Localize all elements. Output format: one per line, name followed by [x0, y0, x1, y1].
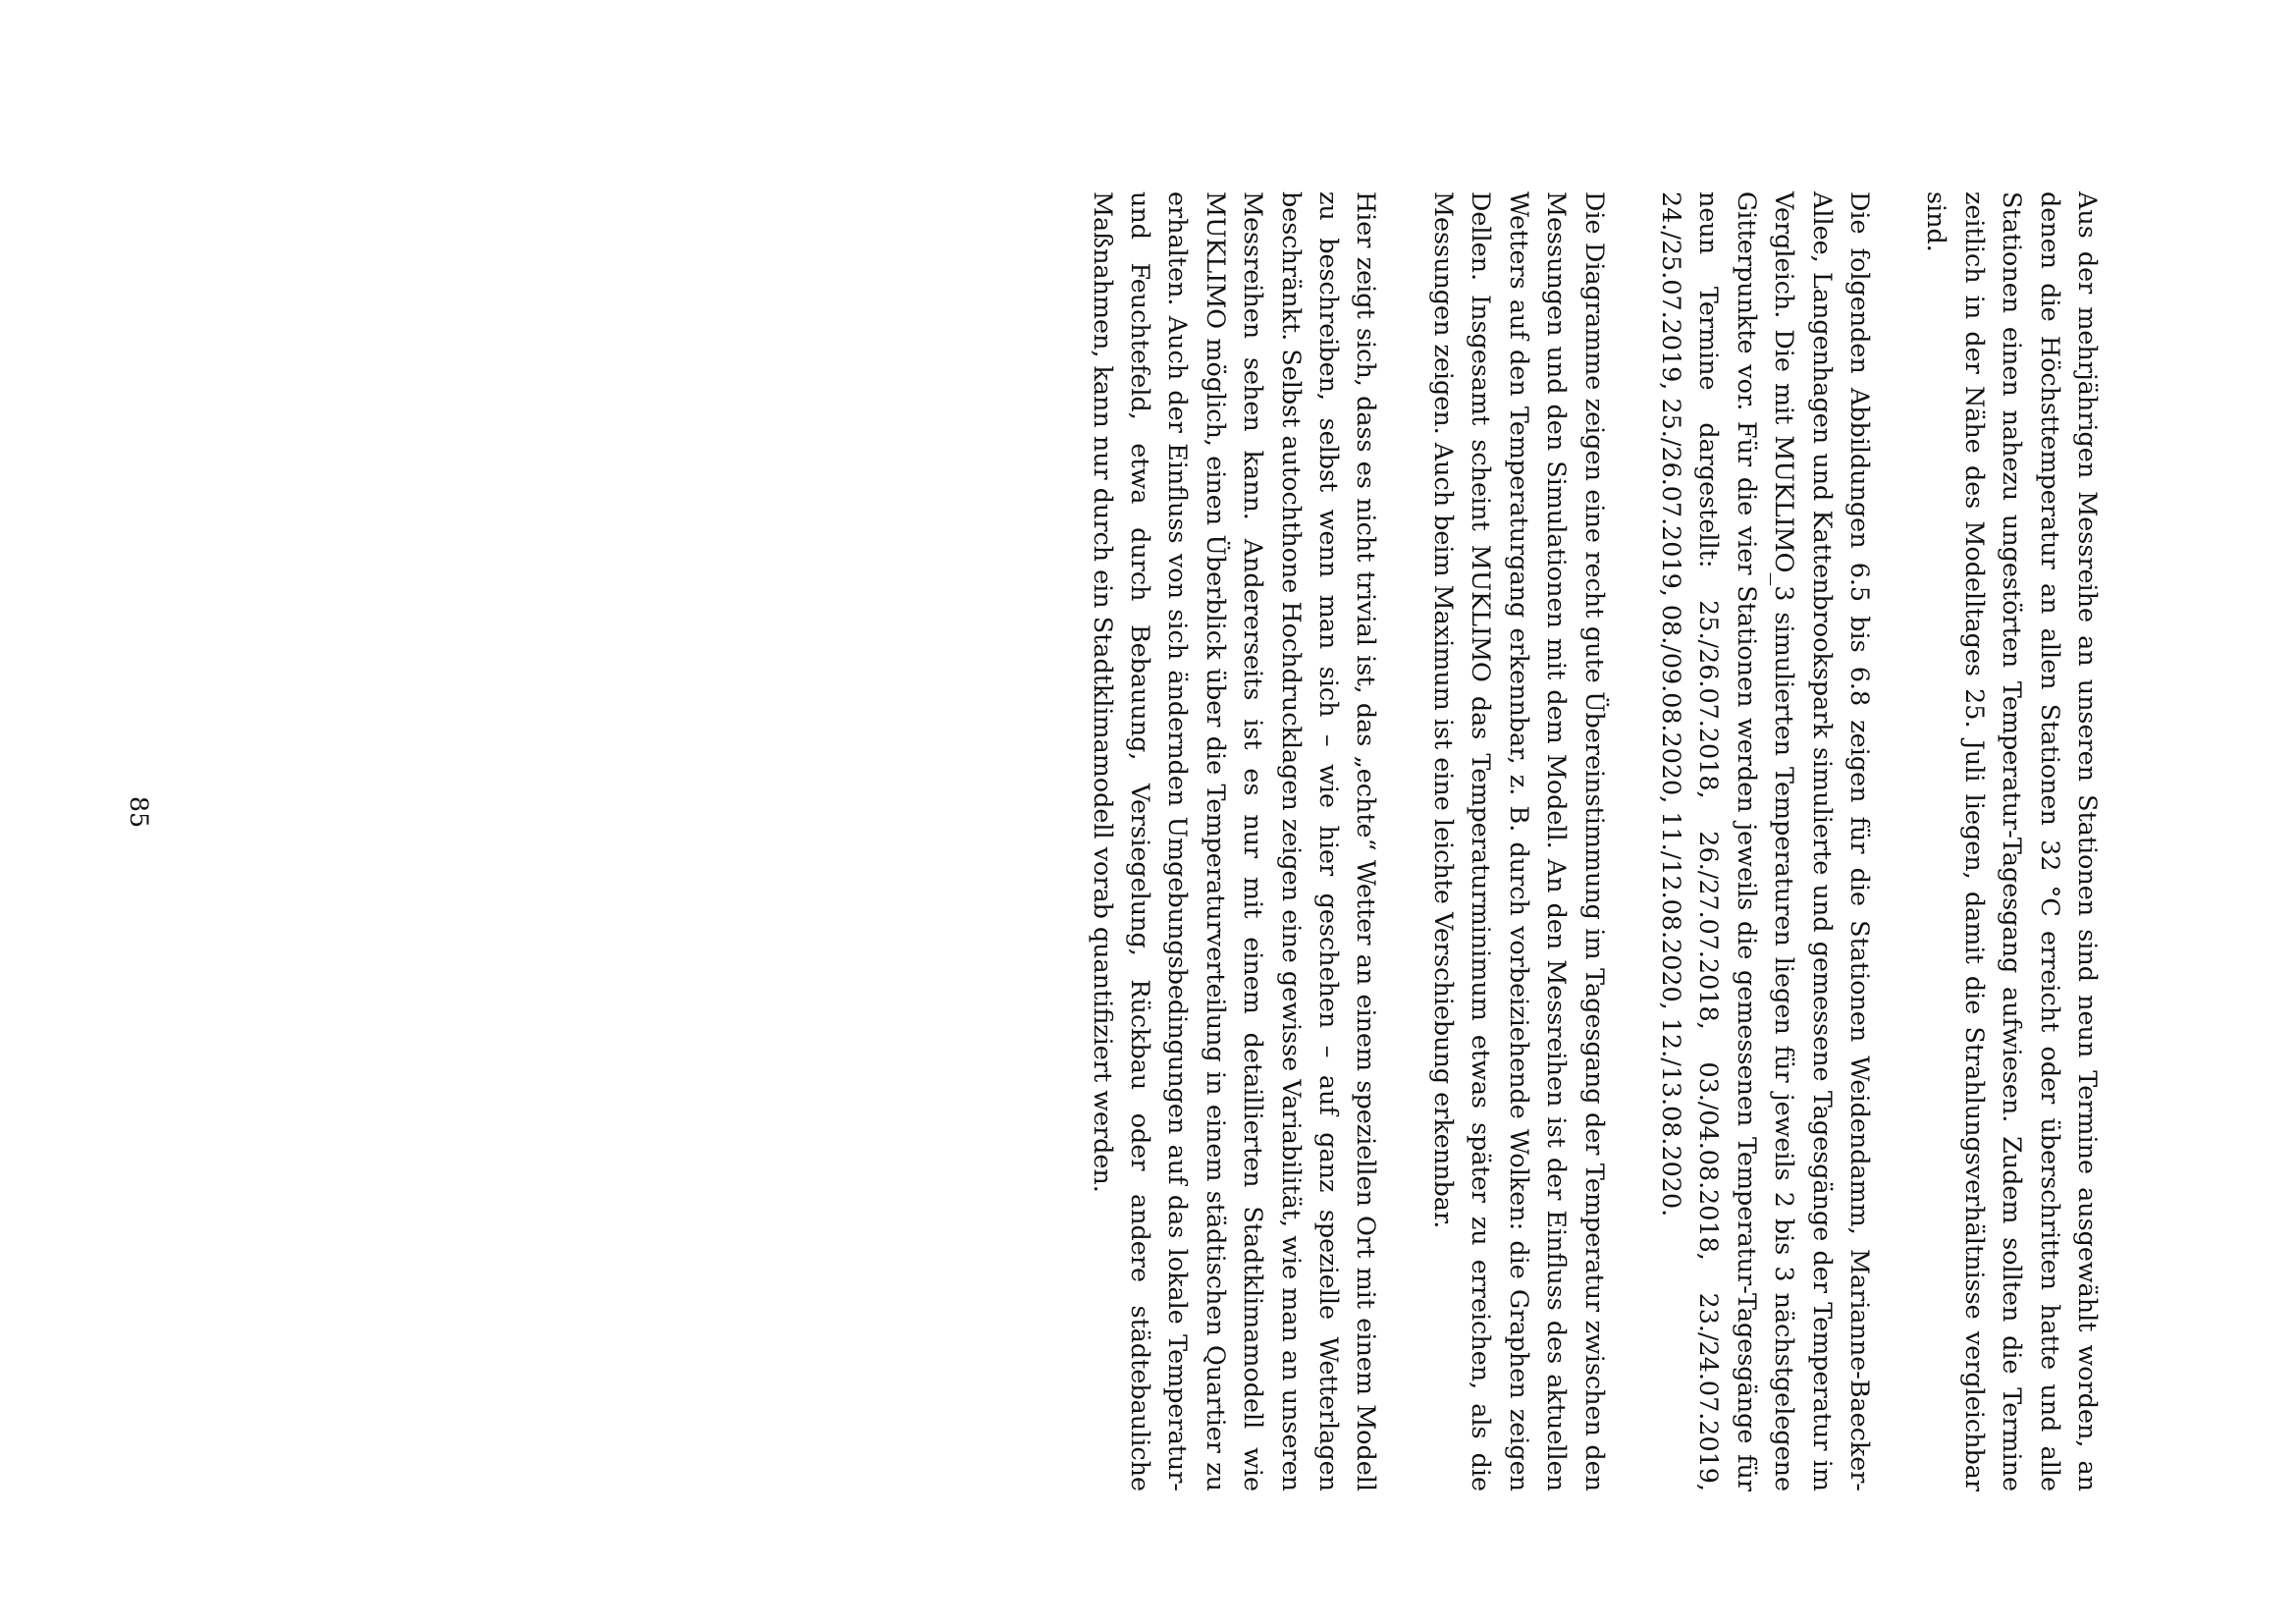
body-text	[1044, 191, 2107, 1491]
page-number: 85	[125, 795, 154, 829]
paragraph-4: Hier zeigt sich, dass es nicht trivial ist, das „echte“ Wetter an einem speziellen Ort mit einem Modell zu beschreiben, selbst wenn man sich – wie hier geschehen – auf ganz spezielle Wetterlagen beschränkt. Selbst autochthone Hochdrucklagen zeigen eine gewisse Variabilität, wie man an unseren Messreihen sehen kann. Andererseits ist es nur mit einem detaillierten Stadtklimamodell wie MUKLIMO möglich, einen Überblick über die Temperaturverteilung in einem städtischen Quartier zu erhalten. Auch der Einfluss von sich ändernden Umgebungsbedingungen auf das lokale Temperatur- und Feuchtefeld, etwa durch Bebauung, Versiegelung, Rückbau oder andere städtebauliche Maßnahmen, kann nur durch ein Stadtklimamodell vorab quantifiziert werden.	[1088, 191, 1382, 1491]
paragraph-1: Aus der mehrjährigen Messreihe an unseren Stationen sind neun Termine ausgewählt worden, an denen die Höchsttemperatur an allen Stationen 32 °C erreicht oder überschritten hatte und alle Stationen einen nahezu ungestörten Temperatur-Tagesgang aufwiesen. Zudem sollten die Termine zeitlich in der Nähe des Modelltages 25. Juli liegen, damit die Strahlungsverhältnisse vergleichbar sind.	[1922, 191, 2103, 1491]
paragraph-2: Die folgenden Abbildungen 6.5 bis 6.8 zeigen für die Stationen Weidendamm, Marianne-Baecker-Allee, Langenhagen und Kattenbrookspark simulierte und gemessene Tagesgänge der Temperatur im Vergleich. Die mit MUKLIMO_3 simulierten Temperaturen liegen für jeweils 2 bis 3 nächstgelegene Gitterpunkte vor. Für die vier Stationen werden jeweils die gemessenen Temperatur-Tagesgänge für neun Termine dargestellt: 25./26.07.2018, 26./27.07.2018, 03./04.08.2018, 23./24.07.2019, 24./25.07.2019, 25./26.07.2019, 08./09.08.2020, 11./12.08.2020, 12./13.08.2020.	[1656, 191, 1875, 1491]
paragraph-3: Die Diagramme zeigen eine recht gute Übereinstimmung im Tagesgang der Temperatur zwischen den Messungen und den Simulationen mit dem Modell. An den Messreihen ist der Einfluss des aktuellen Wetters auf den Temperaturgang erkennbar, z. B. durch vorbeiziehende Wolken: die Graphen zeigen Dellen. Insgesamt scheint MUKLIMO das Temperaturminimum etwas später zu erreichen, als die Messungen zeigen. Auch beim Maximum ist eine leichte Verschiebung erkennbar.	[1428, 191, 1610, 1491]
